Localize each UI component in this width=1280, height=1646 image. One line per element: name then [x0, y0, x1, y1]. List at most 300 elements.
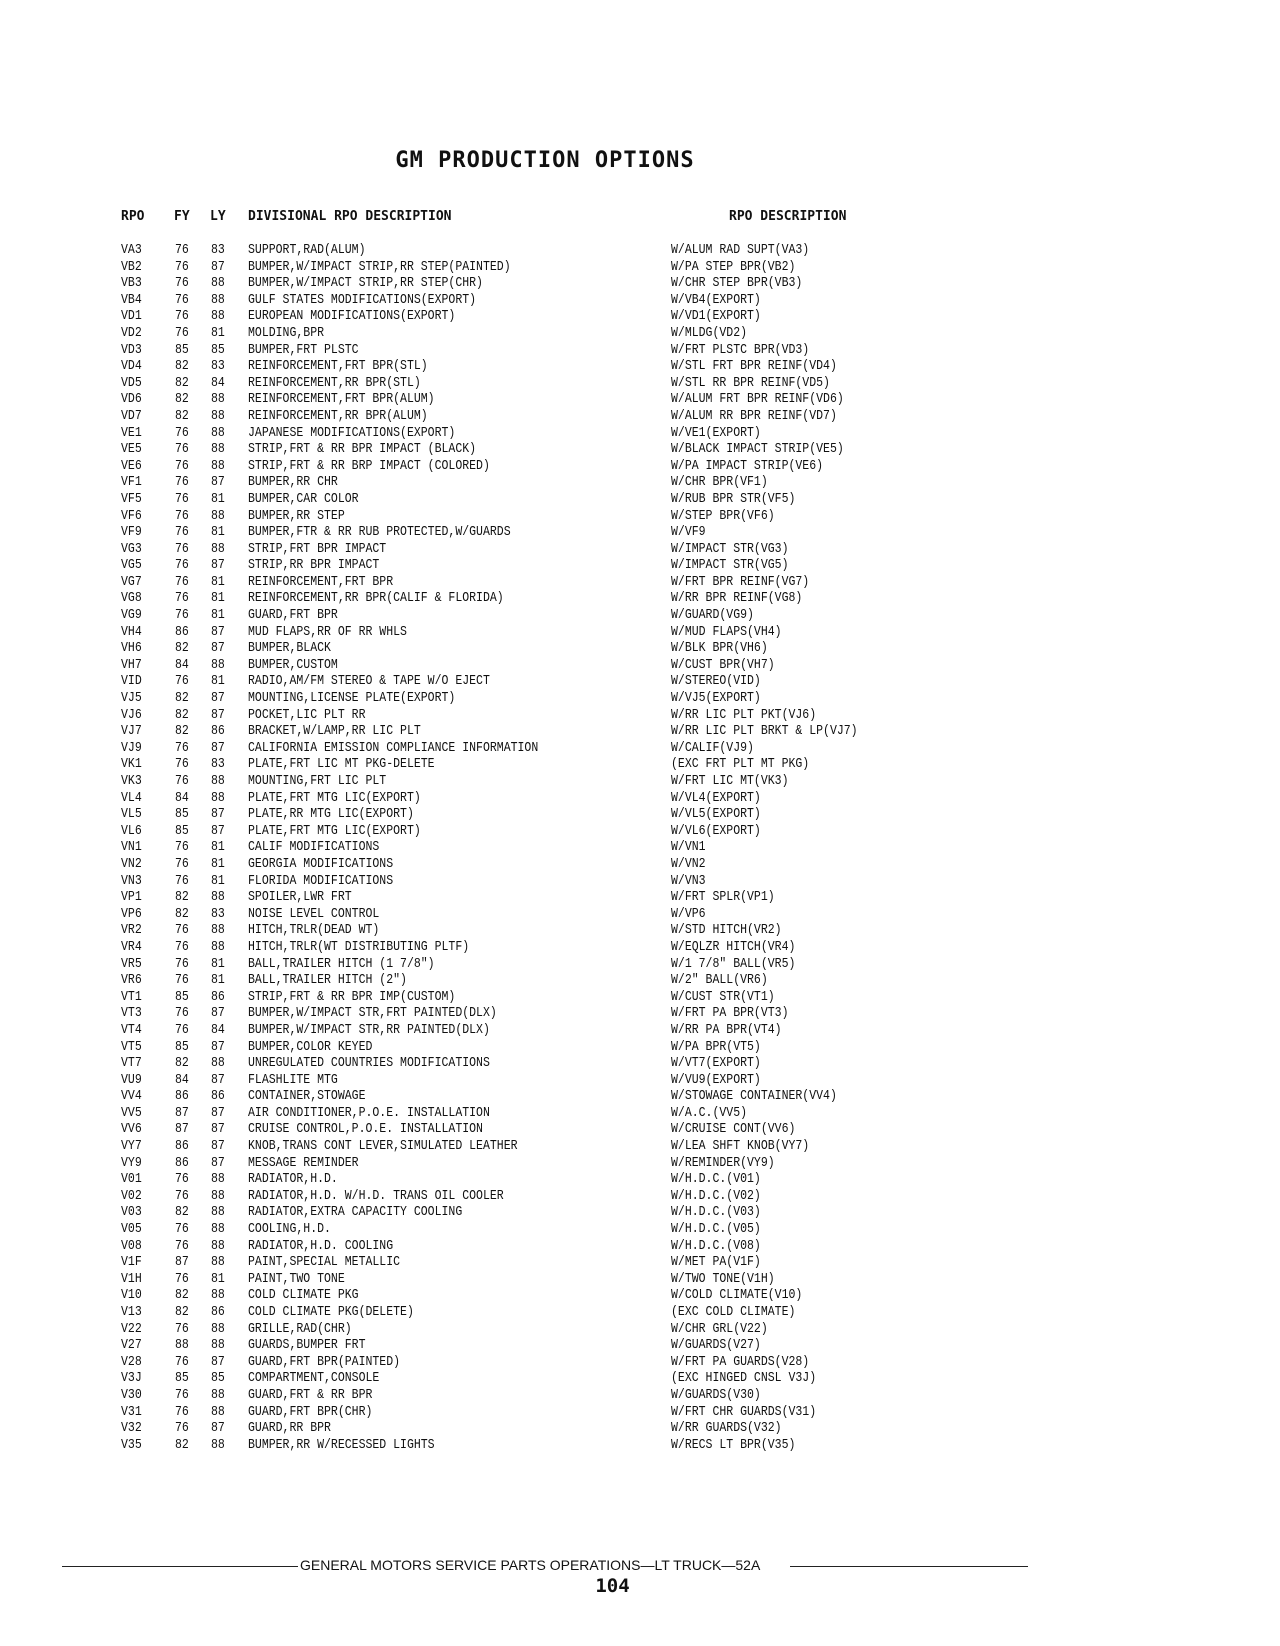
- cell-divisional-description: PLATE,FRT LIC MT PKG-DELETE: [248, 757, 435, 773]
- cell-rpo-description: W/H.D.C.(V01): [671, 1172, 761, 1188]
- cell-rpo-description: W/RR GUARDS(V32): [671, 1421, 782, 1437]
- cell-rpo: VT4: [121, 1022, 142, 1038]
- cell-fy: 76: [175, 939, 189, 955]
- cell-rpo: VD6: [121, 392, 142, 408]
- cell-rpo-description: W/GUARDS(V27): [671, 1338, 761, 1354]
- table-row: [0, 475, 1280, 492]
- header-fy: FY: [174, 209, 190, 224]
- cell-rpo: VH4: [121, 624, 142, 640]
- table-row: [0, 591, 1280, 608]
- table-row: [0, 957, 1280, 974]
- table-row: [0, 1056, 1280, 1073]
- cell-ly: 81: [211, 325, 225, 341]
- cell-divisional-description: BUMPER,RR STEP: [248, 508, 345, 524]
- cell-rpo-description: (EXC HINGED CNSL V3J): [671, 1371, 817, 1387]
- table-row: [0, 824, 1280, 841]
- cell-rpo-description: W/A.C.(VV5): [671, 1105, 748, 1121]
- cell-fy: 76: [175, 774, 189, 789]
- table-row: [0, 625, 1280, 642]
- cell-ly: 86: [211, 1305, 225, 1320]
- cell-ly: 88: [211, 541, 225, 557]
- table-row: [0, 1023, 1280, 1040]
- cell-divisional-description: FLORIDA MODIFICATIONS: [248, 873, 394, 889]
- cell-fy: 76: [175, 956, 189, 972]
- cell-rpo-description: W/VU9(EXPORT): [671, 1072, 761, 1088]
- cell-fy: 76: [175, 973, 189, 989]
- cell-rpo-description: W/VL5(EXPORT): [671, 807, 761, 823]
- cell-ly: 87: [211, 740, 225, 756]
- cell-ly: 88: [211, 408, 225, 424]
- cell-fy: 76: [175, 325, 189, 341]
- cell-rpo: VK3: [121, 774, 142, 789]
- cell-ly: 88: [211, 425, 225, 441]
- page-title: GM PRODUCTION OPTIONS: [395, 148, 695, 173]
- cell-divisional-description: STRIP,FRT BPR IMPACT: [248, 541, 387, 557]
- cell-ly: 81: [211, 674, 225, 690]
- cell-ly: 88: [211, 939, 225, 955]
- table-row: [0, 459, 1280, 476]
- cell-rpo-description: W/FRT PA BPR(VT3): [671, 1006, 789, 1022]
- cell-ly: 88: [211, 774, 225, 789]
- cell-divisional-description: BUMPER,FTR & RR RUB PROTECTED,W/GUARDS: [248, 525, 511, 541]
- cell-divisional-description: SUPPORT,RAD(ALUM): [248, 243, 366, 258]
- cell-rpo-description: W/VN1: [671, 840, 706, 856]
- cell-rpo: VE6: [121, 458, 142, 474]
- table-row: [0, 641, 1280, 658]
- cell-rpo: V32: [121, 1421, 142, 1437]
- cell-divisional-description: STRIP,FRT & RR BRP IMPACT (COLORED): [248, 458, 490, 474]
- cell-rpo: V31: [121, 1404, 142, 1420]
- table-row: [0, 243, 1280, 260]
- table-row: [0, 890, 1280, 907]
- cell-divisional-description: COMPARTMENT,CONSOLE: [248, 1371, 380, 1387]
- cell-ly: 87: [211, 707, 225, 723]
- cell-divisional-description: PAINT,TWO TONE: [248, 1271, 345, 1287]
- cell-ly: 88: [211, 309, 225, 325]
- cell-rpo: VL5: [121, 807, 142, 823]
- cell-rpo-description: W/STOWAGE CONTAINER(VV4): [671, 1089, 837, 1105]
- cell-rpo-description: W/FRT CHR GUARDS(V31): [671, 1404, 817, 1420]
- table-row: [0, 1421, 1280, 1438]
- cell-rpo-description: (EXC COLD CLIMATE): [671, 1305, 796, 1320]
- cell-rpo-description: W/FRT LIC MT(VK3): [671, 774, 789, 789]
- cell-ly: 81: [211, 973, 225, 989]
- cell-rpo-description: W/REMINDER(VY9): [671, 1155, 775, 1171]
- cell-rpo: VH7: [121, 657, 142, 673]
- cell-ly: 87: [211, 558, 225, 574]
- table-row: [0, 1172, 1280, 1189]
- table-row: [0, 1222, 1280, 1239]
- table-row: [0, 973, 1280, 990]
- cell-rpo: V10: [121, 1288, 142, 1304]
- cell-divisional-description: COOLING,H.D.: [248, 1222, 331, 1238]
- cell-divisional-description: BUMPER,W/IMPACT STRIP,RR STEP(PAINTED): [248, 259, 511, 275]
- cell-fy: 76: [175, 1172, 189, 1188]
- table-row: [0, 1106, 1280, 1123]
- cell-rpo: VN3: [121, 873, 142, 889]
- cell-ly: 83: [211, 359, 225, 375]
- cell-rpo-description: W/LEA SHFT KNOB(VY7): [671, 1139, 810, 1155]
- cell-fy: 87: [175, 1105, 189, 1121]
- cell-rpo-description: W/IMPACT STR(VG5): [671, 558, 789, 574]
- cell-rpo: VV6: [121, 1122, 142, 1138]
- cell-fy: 76: [175, 757, 189, 773]
- cell-ly: 88: [211, 890, 225, 906]
- cell-rpo-description: W/MET PA(V1F): [671, 1255, 761, 1271]
- cell-divisional-description: PLATE,RR MTG LIC(EXPORT): [248, 807, 414, 823]
- cell-divisional-description: MOUNTING,FRT LIC PLT: [248, 774, 387, 789]
- cell-fy: 84: [175, 790, 189, 806]
- cell-rpo: VB4: [121, 292, 142, 308]
- cell-ly: 81: [211, 591, 225, 607]
- cell-rpo-description: W/RR LIC PLT BRKT & LP(VJ7): [671, 724, 858, 740]
- cell-rpo: VV4: [121, 1089, 142, 1105]
- cell-rpo-description: W/FRT PA GUARDS(V28): [671, 1354, 810, 1370]
- cell-rpo: VE1: [121, 425, 142, 441]
- cell-divisional-description: KNOB,TRANS CONT LEVER,SIMULATED LEATHER: [248, 1139, 518, 1155]
- cell-ly: 87: [211, 1072, 225, 1088]
- cell-divisional-description: COLD CLIMATE PKG(DELETE): [248, 1305, 414, 1320]
- cell-divisional-description: GULF STATES MODIFICATIONS(EXPORT): [248, 292, 477, 308]
- cell-rpo-description: W/MLDG(VD2): [671, 325, 748, 341]
- table-row: [0, 874, 1280, 891]
- cell-ly: 88: [211, 392, 225, 408]
- cell-ly: 87: [211, 259, 225, 275]
- cell-rpo: VT5: [121, 1039, 142, 1055]
- cell-rpo: V22: [121, 1321, 142, 1337]
- cell-ly: 87: [211, 823, 225, 839]
- cell-divisional-description: STRIP,FRT & RR BPR IMP(CUSTOM): [248, 989, 456, 1005]
- cell-fy: 82: [175, 392, 189, 408]
- table-row: [0, 1255, 1280, 1272]
- cell-divisional-description: BALL,TRAILER HITCH (1 7/8"): [248, 956, 435, 972]
- table-row: [0, 774, 1280, 791]
- cell-divisional-description: RADIATOR,EXTRA CAPACITY COOLING: [248, 1205, 463, 1221]
- cell-rpo: VF9: [121, 525, 142, 541]
- cell-ly: 81: [211, 856, 225, 872]
- table-row: [0, 1205, 1280, 1222]
- table-row: [0, 840, 1280, 857]
- cell-rpo: VG9: [121, 608, 142, 624]
- cell-divisional-description: CALIFORNIA EMISSION COMPLIANCE INFORMATION: [248, 740, 539, 756]
- cell-rpo-description: W/VN2: [671, 856, 706, 872]
- cell-divisional-description: GRILLE,RAD(CHR): [248, 1321, 352, 1337]
- table-row: [0, 326, 1280, 343]
- cell-rpo: V13: [121, 1305, 142, 1320]
- cell-divisional-description: CRUISE CONTROL,P.O.E. INSTALLATION: [248, 1122, 483, 1138]
- cell-fy: 76: [175, 309, 189, 325]
- cell-fy: 76: [175, 1222, 189, 1238]
- cell-rpo-description: W/FRT SPLR(VP1): [671, 890, 775, 906]
- table-row: [0, 426, 1280, 443]
- cell-ly: 88: [211, 276, 225, 292]
- cell-rpo-description: W/RECS LT BPR(V35): [671, 1437, 796, 1453]
- cell-rpo: VY9: [121, 1155, 142, 1171]
- cell-fy: 76: [175, 1022, 189, 1038]
- cell-fy: 76: [175, 508, 189, 524]
- cell-rpo-description: W/CHR BPR(VF1): [671, 475, 768, 491]
- cell-rpo: VG3: [121, 541, 142, 557]
- cell-rpo: V28: [121, 1354, 142, 1370]
- cell-ly: 87: [211, 807, 225, 823]
- cell-divisional-description: REINFORCEMENT,FRT BPR: [248, 574, 394, 590]
- cell-rpo-description: W/STL RR BPR REINF(VD5): [671, 375, 830, 391]
- cell-fy: 85: [175, 1371, 189, 1387]
- cell-divisional-description: MESSAGE REMINDER: [248, 1155, 359, 1171]
- table-row: [0, 1272, 1280, 1289]
- cell-rpo: VD1: [121, 309, 142, 325]
- table-row: [0, 1388, 1280, 1405]
- cell-rpo-description: W/VF9: [671, 525, 706, 541]
- cell-divisional-description: UNREGULATED COUNTRIES MODIFICATIONS: [248, 1056, 490, 1072]
- cell-rpo-description: W/BLACK IMPACT STRIP(VE5): [671, 442, 844, 458]
- cell-rpo-description: W/COLD CLIMATE(V10): [671, 1288, 803, 1304]
- cell-rpo: VT1: [121, 989, 142, 1005]
- cell-rpo-description: W/ALUM RAD SUPT(VA3): [671, 243, 810, 258]
- cell-divisional-description: RADIATOR,H.D. W/H.D. TRANS OIL COOLER: [248, 1188, 504, 1204]
- table-row: [0, 343, 1280, 360]
- cell-ly: 88: [211, 1238, 225, 1254]
- cell-rpo-description: W/RR PA BPR(VT4): [671, 1022, 782, 1038]
- cell-fy: 76: [175, 491, 189, 507]
- cell-ly: 87: [211, 691, 225, 707]
- cell-rpo-description: W/H.D.C.(V02): [671, 1188, 761, 1204]
- cell-fy: 76: [175, 442, 189, 458]
- cell-fy: 82: [175, 1305, 189, 1320]
- footer-rule-left: [62, 1566, 298, 1567]
- cell-divisional-description: GUARD,FRT BPR(PAINTED): [248, 1354, 401, 1370]
- cell-ly: 83: [211, 243, 225, 258]
- cell-divisional-description: BUMPER,BLACK: [248, 641, 331, 657]
- table-row: [0, 1156, 1280, 1173]
- cell-ly: 87: [211, 475, 225, 491]
- cell-rpo: VY7: [121, 1139, 142, 1155]
- table-row: [0, 741, 1280, 758]
- cell-ly: 88: [211, 1205, 225, 1221]
- cell-ly: 85: [211, 342, 225, 358]
- cell-rpo: VT7: [121, 1056, 142, 1072]
- table-row: [0, 309, 1280, 326]
- cell-rpo-description: W/BLK BPR(VH6): [671, 641, 768, 657]
- cell-divisional-description: CALIF MODIFICATIONS: [248, 840, 380, 856]
- cell-rpo-description: W/VE1(EXPORT): [671, 425, 761, 441]
- cell-fy: 76: [175, 856, 189, 872]
- cell-fy: 76: [175, 1271, 189, 1287]
- cell-divisional-description: GUARD,FRT BPR(CHR): [248, 1404, 373, 1420]
- cell-rpo-description: W/CUST STR(VT1): [671, 989, 775, 1005]
- cell-rpo: VU9: [121, 1072, 142, 1088]
- cell-divisional-description: BUMPER,COLOR KEYED: [248, 1039, 373, 1055]
- cell-fy: 82: [175, 691, 189, 707]
- table-row: [0, 1122, 1280, 1139]
- cell-rpo-description: W/VJ5(EXPORT): [671, 691, 761, 707]
- cell-fy: 82: [175, 1288, 189, 1304]
- cell-divisional-description: REINFORCEMENT,FRT BPR(ALUM): [248, 392, 435, 408]
- cell-fy: 82: [175, 359, 189, 375]
- header-rpo: RPO: [121, 209, 145, 224]
- cell-ly: 87: [211, 1139, 225, 1155]
- cell-fy: 76: [175, 574, 189, 590]
- cell-ly: 81: [211, 840, 225, 856]
- cell-divisional-description: RADIATOR,H.D.: [248, 1172, 338, 1188]
- table-row: [0, 1288, 1280, 1305]
- cell-rpo: VR2: [121, 923, 142, 939]
- cell-rpo: VN1: [121, 840, 142, 856]
- cell-fy: 82: [175, 408, 189, 424]
- cell-rpo: VD3: [121, 342, 142, 358]
- cell-fy: 86: [175, 1139, 189, 1155]
- cell-fy: 76: [175, 1188, 189, 1204]
- cell-divisional-description: POCKET,LIC PLT RR: [248, 707, 366, 723]
- cell-divisional-description: GUARDS,BUMPER FRT: [248, 1338, 366, 1354]
- cell-ly: 81: [211, 608, 225, 624]
- cell-rpo: VL4: [121, 790, 142, 806]
- header-rpo-description: RPO DESCRIPTION: [729, 209, 847, 224]
- cell-fy: 76: [175, 425, 189, 441]
- cell-divisional-description: REINFORCEMENT,RR BPR(ALUM): [248, 408, 428, 424]
- table-row: [0, 1371, 1280, 1388]
- cell-rpo-description: W/PA STEP BPR(VB2): [671, 259, 796, 275]
- cell-rpo: VP6: [121, 906, 142, 922]
- cell-rpo: VB3: [121, 276, 142, 292]
- cell-ly: 88: [211, 1172, 225, 1188]
- cell-fy: 82: [175, 1205, 189, 1221]
- cell-rpo: VG7: [121, 574, 142, 590]
- cell-divisional-description: RADIO,AM/FM STEREO & TAPE W/O EJECT: [248, 674, 490, 690]
- table-row: [0, 1040, 1280, 1057]
- cell-rpo-description: W/VT7(EXPORT): [671, 1056, 761, 1072]
- cell-rpo: VP1: [121, 890, 142, 906]
- cell-rpo: V27: [121, 1338, 142, 1354]
- cell-rpo-description: W/CUST BPR(VH7): [671, 657, 775, 673]
- table-row: [0, 492, 1280, 509]
- cell-rpo: VA3: [121, 243, 142, 258]
- table-row: [0, 525, 1280, 542]
- table-row: [0, 940, 1280, 957]
- table-row: [0, 293, 1280, 310]
- cell-rpo: VR4: [121, 939, 142, 955]
- cell-divisional-description: PAINT,SPECIAL METALLIC: [248, 1255, 401, 1271]
- cell-ly: 88: [211, 1321, 225, 1337]
- cell-rpo: VF1: [121, 475, 142, 491]
- cell-rpo-description: W/STEREO(VID): [671, 674, 761, 690]
- cell-fy: 87: [175, 1255, 189, 1271]
- cell-ly: 88: [211, 292, 225, 308]
- cell-fy: 76: [175, 259, 189, 275]
- cell-rpo: VK1: [121, 757, 142, 773]
- cell-fy: 85: [175, 807, 189, 823]
- cell-rpo: VF5: [121, 491, 142, 507]
- cell-rpo-description: W/GUARD(VG9): [671, 608, 754, 624]
- cell-divisional-description: MUD FLAPS,RR OF RR WHLS: [248, 624, 407, 640]
- cell-fy: 76: [175, 1354, 189, 1370]
- cell-fy: 76: [175, 1421, 189, 1437]
- cell-divisional-description: MOUNTING,LICENSE PLATE(EXPORT): [248, 691, 456, 707]
- cell-rpo-description: W/H.D.C.(V03): [671, 1205, 761, 1221]
- cell-ly: 87: [211, 1354, 225, 1370]
- cell-fy: 87: [175, 1122, 189, 1138]
- cell-rpo-description: W/CRUISE CONT(VV6): [671, 1122, 796, 1138]
- cell-fy: 76: [175, 1387, 189, 1403]
- cell-rpo: VF6: [121, 508, 142, 524]
- cell-rpo-description: W/IMPACT STR(VG3): [671, 541, 789, 557]
- table-row: [0, 1355, 1280, 1372]
- table-row: [0, 990, 1280, 1007]
- table-row: [0, 807, 1280, 824]
- cell-rpo: VD4: [121, 359, 142, 375]
- cell-ly: 88: [211, 923, 225, 939]
- cell-rpo-description: W/VN3: [671, 873, 706, 889]
- cell-fy: 76: [175, 541, 189, 557]
- cell-ly: 87: [211, 1006, 225, 1022]
- cell-fy: 76: [175, 458, 189, 474]
- cell-rpo-description: W/VP6: [671, 906, 706, 922]
- cell-rpo-description: W/VB4(EXPORT): [671, 292, 761, 308]
- cell-fy: 82: [175, 707, 189, 723]
- cell-divisional-description: PLATE,FRT MTG LIC(EXPORT): [248, 823, 421, 839]
- cell-ly: 88: [211, 657, 225, 673]
- cell-fy: 76: [175, 475, 189, 491]
- table-row: [0, 857, 1280, 874]
- cell-rpo: VT3: [121, 1006, 142, 1022]
- table-row: [0, 276, 1280, 293]
- cell-divisional-description: BUMPER,FRT PLSTC: [248, 342, 359, 358]
- cell-fy: 86: [175, 1155, 189, 1171]
- cell-divisional-description: FLASHLITE MTG: [248, 1072, 338, 1088]
- cell-rpo: VR5: [121, 956, 142, 972]
- cell-divisional-description: NOISE LEVEL CONTROL: [248, 906, 380, 922]
- cell-divisional-description: CONTAINER,STOWAGE: [248, 1089, 366, 1105]
- cell-divisional-description: HITCH,TRLR(WT DISTRIBUTING PLTF): [248, 939, 470, 955]
- cell-ly: 88: [211, 790, 225, 806]
- cell-fy: 85: [175, 989, 189, 1005]
- table-row: [0, 923, 1280, 940]
- cell-divisional-description: REINFORCEMENT,RR BPR(STL): [248, 375, 421, 391]
- cell-rpo: VB2: [121, 259, 142, 275]
- cell-divisional-description: JAPANESE MODIFICATIONS(EXPORT): [248, 425, 456, 441]
- table-row: [0, 907, 1280, 924]
- cell-rpo: V3J: [121, 1371, 142, 1387]
- cell-divisional-description: SPOILER,LWR FRT: [248, 890, 352, 906]
- cell-ly: 81: [211, 574, 225, 590]
- cell-divisional-description: GEORGIA MODIFICATIONS: [248, 856, 394, 872]
- cell-divisional-description: COLD CLIMATE PKG: [248, 1288, 359, 1304]
- cell-rpo-description: W/H.D.C.(V05): [671, 1222, 761, 1238]
- cell-rpo: V1F: [121, 1255, 142, 1271]
- cell-rpo-description: W/2" BALL(VR6): [671, 973, 768, 989]
- cell-fy: 76: [175, 674, 189, 690]
- cell-fy: 76: [175, 840, 189, 856]
- cell-ly: 87: [211, 1155, 225, 1171]
- table-row: [0, 542, 1280, 559]
- cell-rpo-description: W/1 7/8" BALL(VR5): [671, 956, 796, 972]
- cell-fy: 85: [175, 1039, 189, 1055]
- cell-rpo: V1H: [121, 1271, 142, 1287]
- cell-rpo-description: W/PA IMPACT STRIP(VE6): [671, 458, 824, 474]
- table-row: [0, 409, 1280, 426]
- cell-ly: 88: [211, 1222, 225, 1238]
- cell-ly: 87: [211, 1421, 225, 1437]
- cell-fy: 88: [175, 1338, 189, 1354]
- table-row: [0, 674, 1280, 691]
- table-row: [0, 376, 1280, 393]
- cell-rpo-description: W/H.D.C.(V08): [671, 1238, 761, 1254]
- cell-ly: 87: [211, 1105, 225, 1121]
- cell-fy: 76: [175, 292, 189, 308]
- table-row: [0, 1089, 1280, 1106]
- table-row: [0, 1338, 1280, 1355]
- cell-fy: 76: [175, 873, 189, 889]
